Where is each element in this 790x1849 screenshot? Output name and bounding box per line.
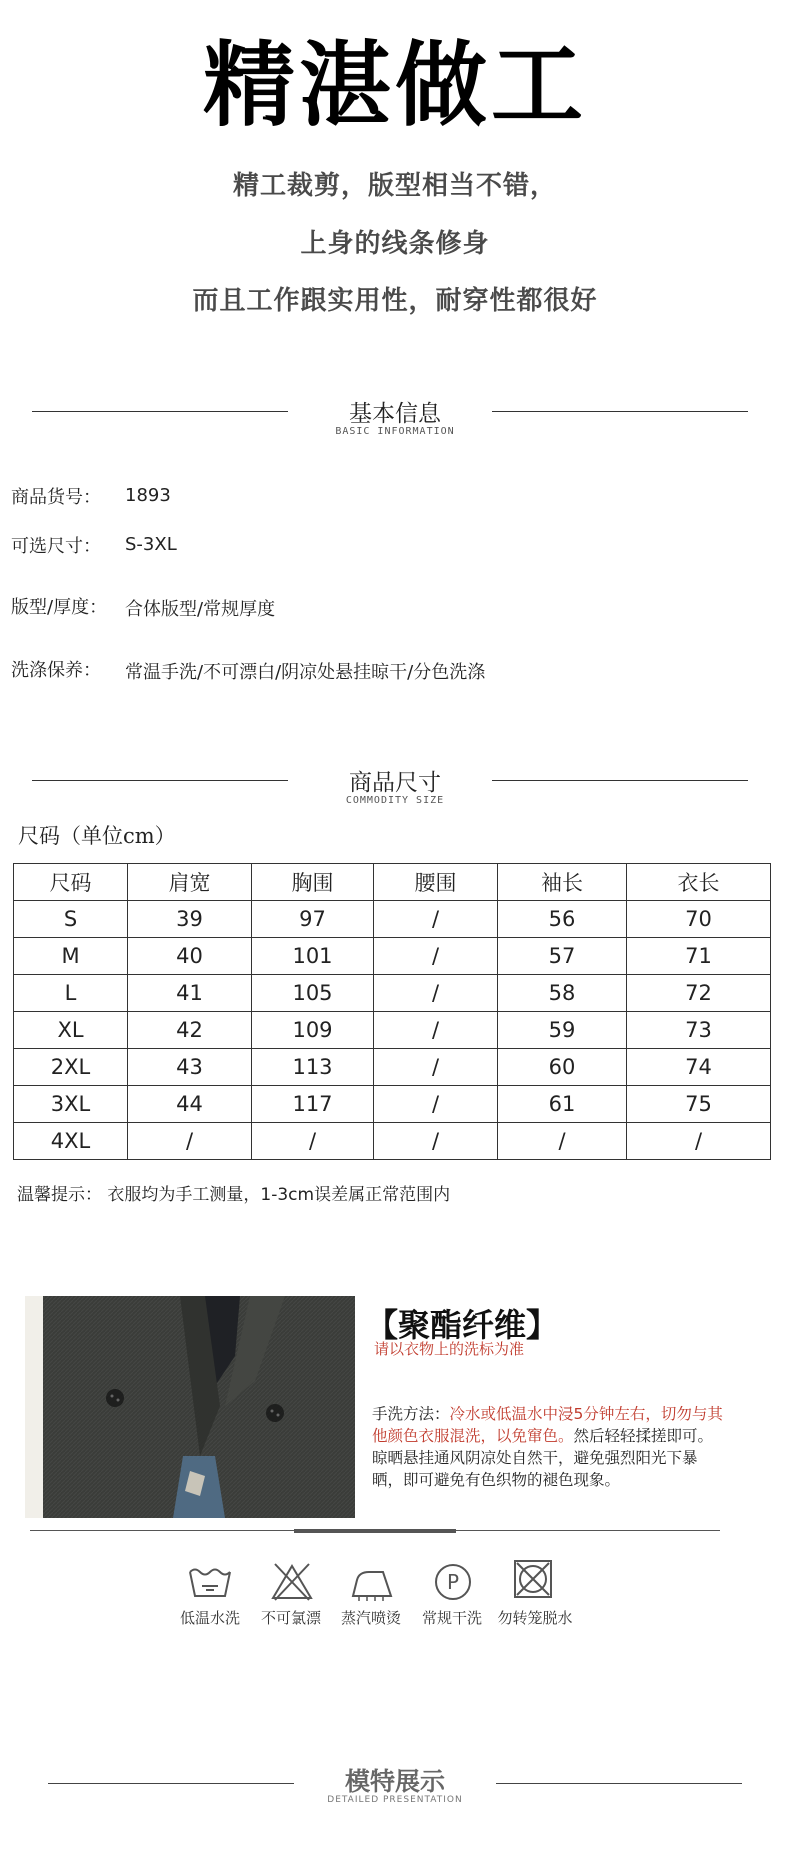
fabric-subtitle: 请以衣物上的洗标为准	[374, 1340, 525, 1358]
table-cell: 42	[128, 1012, 252, 1049]
table-cell: 56	[498, 901, 627, 938]
table-row	[14, 901, 771, 938]
fabric-title: 【聚酯纤维】	[366, 1306, 559, 1344]
table-row	[14, 1086, 771, 1123]
table-cell: 74	[627, 1049, 771, 1086]
table-cell: /	[374, 1012, 498, 1049]
table-cell: /	[252, 1123, 374, 1160]
table-cell: 39	[128, 901, 252, 938]
table-cell: 2XL	[14, 1049, 128, 1086]
table-cell: 73	[627, 1012, 771, 1049]
table-cell: /	[374, 1049, 498, 1086]
care-prefix: 手洗方法：	[372, 1405, 450, 1423]
table-cell: 40	[128, 938, 252, 975]
basic-info-subtitle: BASIC INFORMATION	[335, 426, 455, 437]
hero-title: 精湛做工	[202, 32, 587, 139]
info-value-care: 常温手洗/不可漂白/阴凉处悬挂晾干/分色洗涤	[125, 662, 486, 683]
size-section-subtitle: COMMODITY SIZE	[345, 795, 445, 806]
info-label-sizes: 可选尺寸：	[11, 536, 101, 557]
hero-line-3: 而且工作跟实用性，耐穿性都很好	[192, 286, 598, 316]
care-divider-accent	[294, 1529, 456, 1533]
table-cell: XL	[14, 1012, 128, 1049]
care-label: 蒸汽喷烫	[340, 1609, 401, 1627]
table-cell: 101	[252, 938, 374, 975]
table-header: 衣长	[627, 864, 771, 901]
table-cell: 60	[498, 1049, 627, 1086]
table-cell: /	[627, 1123, 771, 1160]
info-value-fit: 合体版型/常规厚度	[125, 599, 276, 620]
model-section-title: 模特展示	[344, 1767, 445, 1796]
svg-text:P: P	[446, 1570, 460, 1594]
care-warning: 冷水或低温水中浸5分钟左右，切勿与其他颜色衣服混洗，以免窜色。	[372, 1405, 723, 1445]
table-cell: 59	[498, 1012, 627, 1049]
care-label: 勿转笼脱水	[497, 1609, 573, 1627]
basic-info-title: 基本信息	[349, 401, 441, 427]
size-section-title: 商品尺寸	[349, 770, 441, 796]
dry-clean-icon	[428, 1560, 478, 1604]
measurement-tip: 温馨提示： 衣服均为手工测量，1-3cm误差属正常范围内	[17, 1185, 451, 1205]
table-cell: 61	[498, 1086, 627, 1123]
table-cell: 97	[252, 901, 374, 938]
product-photo	[25, 1296, 355, 1518]
table-header: 胸围	[252, 864, 374, 901]
table-cell: 71	[627, 938, 771, 975]
info-label-fit: 版型/厚度：	[11, 597, 108, 618]
info-value-sku: 1893	[125, 485, 171, 506]
table-cell: 72	[627, 975, 771, 1012]
table-cell: 75	[627, 1086, 771, 1123]
care-instructions	[372, 1403, 724, 1491]
table-cell: 105	[252, 975, 374, 1012]
table-header: 肩宽	[128, 864, 252, 901]
table-header: 袖长	[498, 864, 627, 901]
care-label: 不可氯漂	[260, 1609, 321, 1627]
table-cell: 57	[498, 938, 627, 975]
care-label: 低温水洗	[179, 1609, 240, 1627]
table-cell: 41	[128, 975, 252, 1012]
table-header: 尺码	[14, 864, 128, 901]
steam-iron-icon	[347, 1560, 397, 1604]
table-cell: 44	[128, 1086, 252, 1123]
table-cell: /	[374, 938, 498, 975]
table-row	[14, 1123, 771, 1160]
table-cell: M	[14, 938, 128, 975]
table-cell: /	[374, 1123, 498, 1160]
table-cell: /	[374, 1086, 498, 1123]
table-cell: 109	[252, 1012, 374, 1049]
size-table-heading: 尺码（单位cm）	[18, 824, 176, 848]
table-cell: 113	[252, 1049, 374, 1086]
table-cell: /	[374, 975, 498, 1012]
size-table	[13, 863, 771, 1160]
table-cell: /	[374, 901, 498, 938]
table-cell: 3XL	[14, 1086, 128, 1123]
no-tumble-dry-icon	[508, 1558, 558, 1602]
table-row	[14, 938, 771, 975]
info-label-care: 洗涤保养：	[11, 660, 101, 681]
care-rest: 然后轻轻揉搓即可。晾晒悬挂通风阴凉处自然干，避免强烈阳光下暴晒，即可避免有色织物的褪色现象。	[372, 1427, 714, 1489]
table-cell: 43	[128, 1049, 252, 1086]
table-cell: 58	[498, 975, 627, 1012]
model-section-subtitle: DETAILED PRESENTATION	[327, 1795, 463, 1805]
table-header: 腰围	[374, 864, 498, 901]
table-cell: 117	[252, 1086, 374, 1123]
table-cell: /	[498, 1123, 627, 1160]
care-label: 常规干洗	[421, 1609, 482, 1627]
no-bleach-icon	[267, 1560, 317, 1604]
table-row	[14, 1049, 771, 1086]
table-cell: 70	[627, 901, 771, 938]
table-cell: 4XL	[14, 1123, 128, 1160]
hero-line-2: 上身的线条修身	[300, 229, 490, 259]
hero-line-1: 精工裁剪，版型相当不错，	[232, 171, 557, 201]
jacket-closeup-image	[25, 1296, 355, 1518]
table-row	[14, 1012, 771, 1049]
table-cell: S	[14, 901, 128, 938]
info-value-sizes: S-3XL	[125, 534, 177, 555]
table-cell: /	[128, 1123, 252, 1160]
table-cell: L	[14, 975, 128, 1012]
low-temp-wash-icon	[185, 1560, 235, 1604]
table-row	[14, 975, 771, 1012]
table-header-row	[14, 864, 771, 901]
info-label-sku: 商品货号：	[11, 487, 101, 508]
